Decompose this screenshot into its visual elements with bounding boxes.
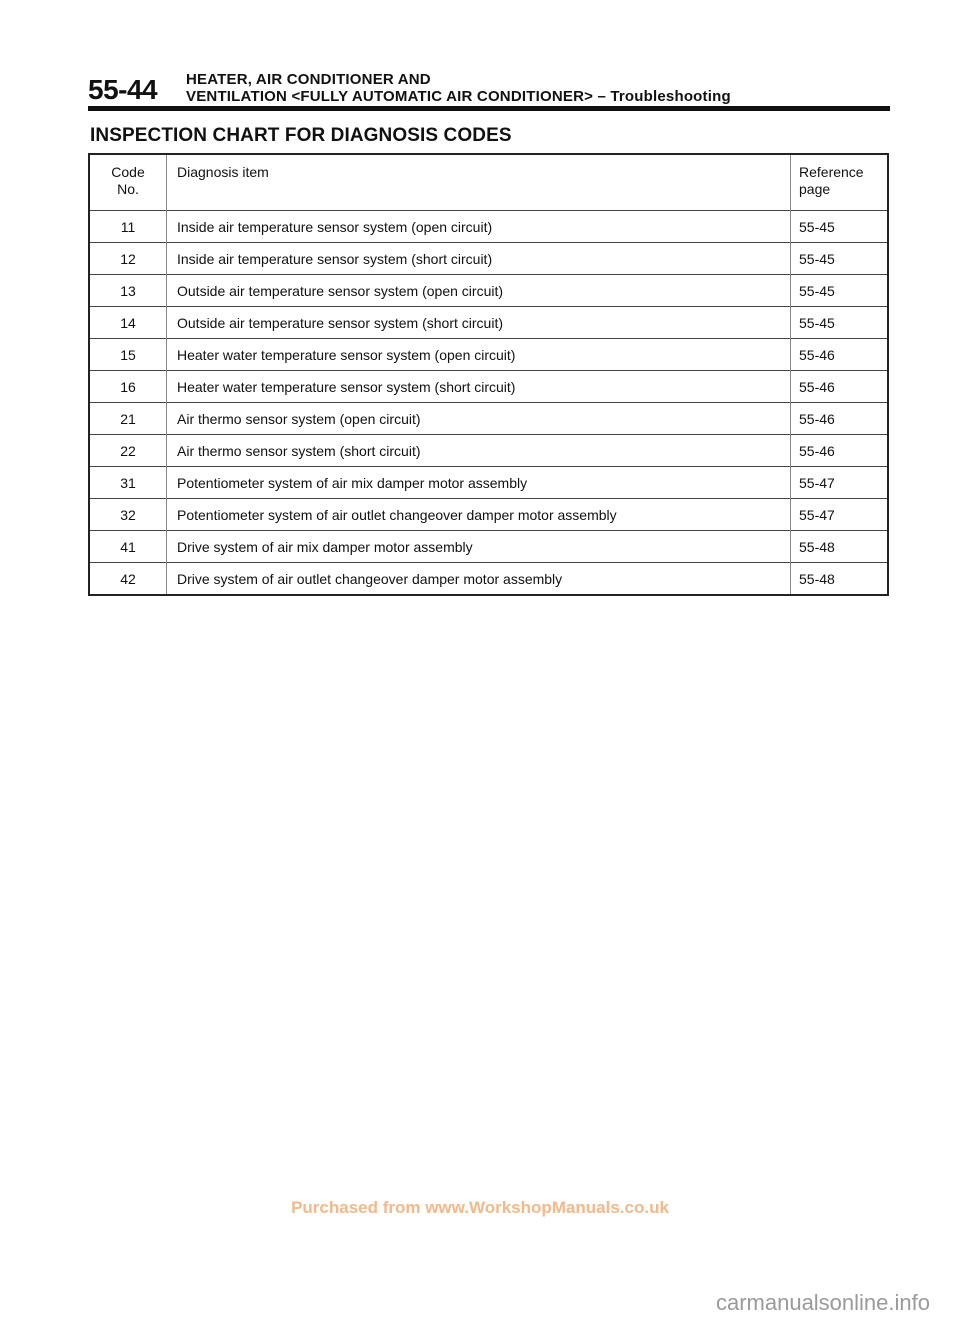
code-cell: 11: [89, 211, 167, 243]
table-row: [89, 307, 888, 339]
footer-purchase-note: Purchased from www.WorkshopManuals.co.uk: [291, 1198, 669, 1217]
item-cell: Heater water temperature sensor system (short circuit): [167, 371, 791, 403]
header-ref-line1: Reference: [799, 164, 864, 180]
header-item-label: Diagnosis item: [177, 164, 269, 180]
section-title: INSPECTION CHART FOR DIAGNOSIS CODES: [90, 125, 512, 146]
table-row: [89, 403, 888, 435]
item-cell: Drive system of air outlet changeover damper motor assembly: [167, 563, 791, 596]
item-cell: Air thermo sensor system (open circuit): [167, 403, 791, 435]
code-cell: 12: [89, 243, 167, 275]
table-row: [89, 563, 888, 596]
watermark: carmanualsonline.info: [715, 1290, 930, 1315]
header-reference-page: [791, 154, 889, 211]
code-cell: 16: [89, 371, 167, 403]
ref-cell: 55-47: [791, 499, 889, 531]
table-row: [89, 339, 888, 371]
code-cell: 42: [89, 563, 167, 596]
ref-cell: 55-46: [791, 371, 889, 403]
header-rule: [88, 106, 890, 111]
code-cell: 32: [89, 499, 167, 531]
code-cell: 15: [89, 339, 167, 371]
ref-cell: 55-45: [791, 243, 889, 275]
header-code-line2: No.: [117, 181, 139, 197]
item-cell: Outside air temperature sensor system (short circuit): [167, 307, 791, 339]
table-row: [89, 243, 888, 275]
code-cell: 13: [89, 275, 167, 307]
item-cell: Potentiometer system of air outlet changeover damper motor assembly: [167, 499, 791, 531]
item-cell: Outside air temperature sensor system (open circuit): [167, 275, 791, 307]
ref-cell: 55-47: [791, 467, 889, 499]
header-code-no: [89, 154, 167, 211]
item-cell: Inside air temperature sensor system (open circuit): [167, 211, 791, 243]
code-cell: 31: [89, 467, 167, 499]
table-row: [89, 371, 888, 403]
item-cell: Drive system of air mix damper motor assembly: [167, 531, 791, 563]
header-ref-line2: page: [799, 181, 831, 197]
ref-cell: 55-45: [791, 275, 889, 307]
chapter-title-line-2: VENTILATION <FULLY AUTOMATIC AIR CONDITIONER> – Troubleshooting: [186, 88, 731, 105]
code-cell: 41: [89, 531, 167, 563]
code-cell: 21: [89, 403, 167, 435]
ref-cell: 55-48: [791, 531, 889, 563]
ref-cell: 55-46: [791, 435, 889, 467]
table-row: [89, 499, 888, 531]
table-row: [89, 467, 888, 499]
header-code-line1: Code: [111, 164, 145, 180]
diagnosis-code-table: [88, 153, 889, 596]
item-cell: Inside air temperature sensor system (short circuit): [167, 243, 791, 275]
page-number: 55-44: [88, 74, 158, 105]
ref-cell: 55-45: [791, 211, 889, 243]
header-diagnosis-item: [167, 154, 791, 211]
ref-cell: 55-48: [791, 563, 889, 596]
ref-cell: 55-45: [791, 307, 889, 339]
item-cell: Air thermo sensor system (short circuit): [167, 435, 791, 467]
chapter-title-line-1: HEATER, AIR CONDITIONER AND: [186, 71, 431, 88]
table-row: [89, 211, 888, 243]
item-cell: Heater water temperature sensor system (open circuit): [167, 339, 791, 371]
ref-cell: 55-46: [791, 339, 889, 371]
code-cell: 22: [89, 435, 167, 467]
table-header-row: [89, 154, 888, 211]
table-row: [89, 435, 888, 467]
code-cell: 14: [89, 307, 167, 339]
table-row: [89, 275, 888, 307]
table-row: [89, 531, 888, 563]
item-cell: Potentiometer system of air mix damper motor assembly: [167, 467, 791, 499]
ref-cell: 55-46: [791, 403, 889, 435]
